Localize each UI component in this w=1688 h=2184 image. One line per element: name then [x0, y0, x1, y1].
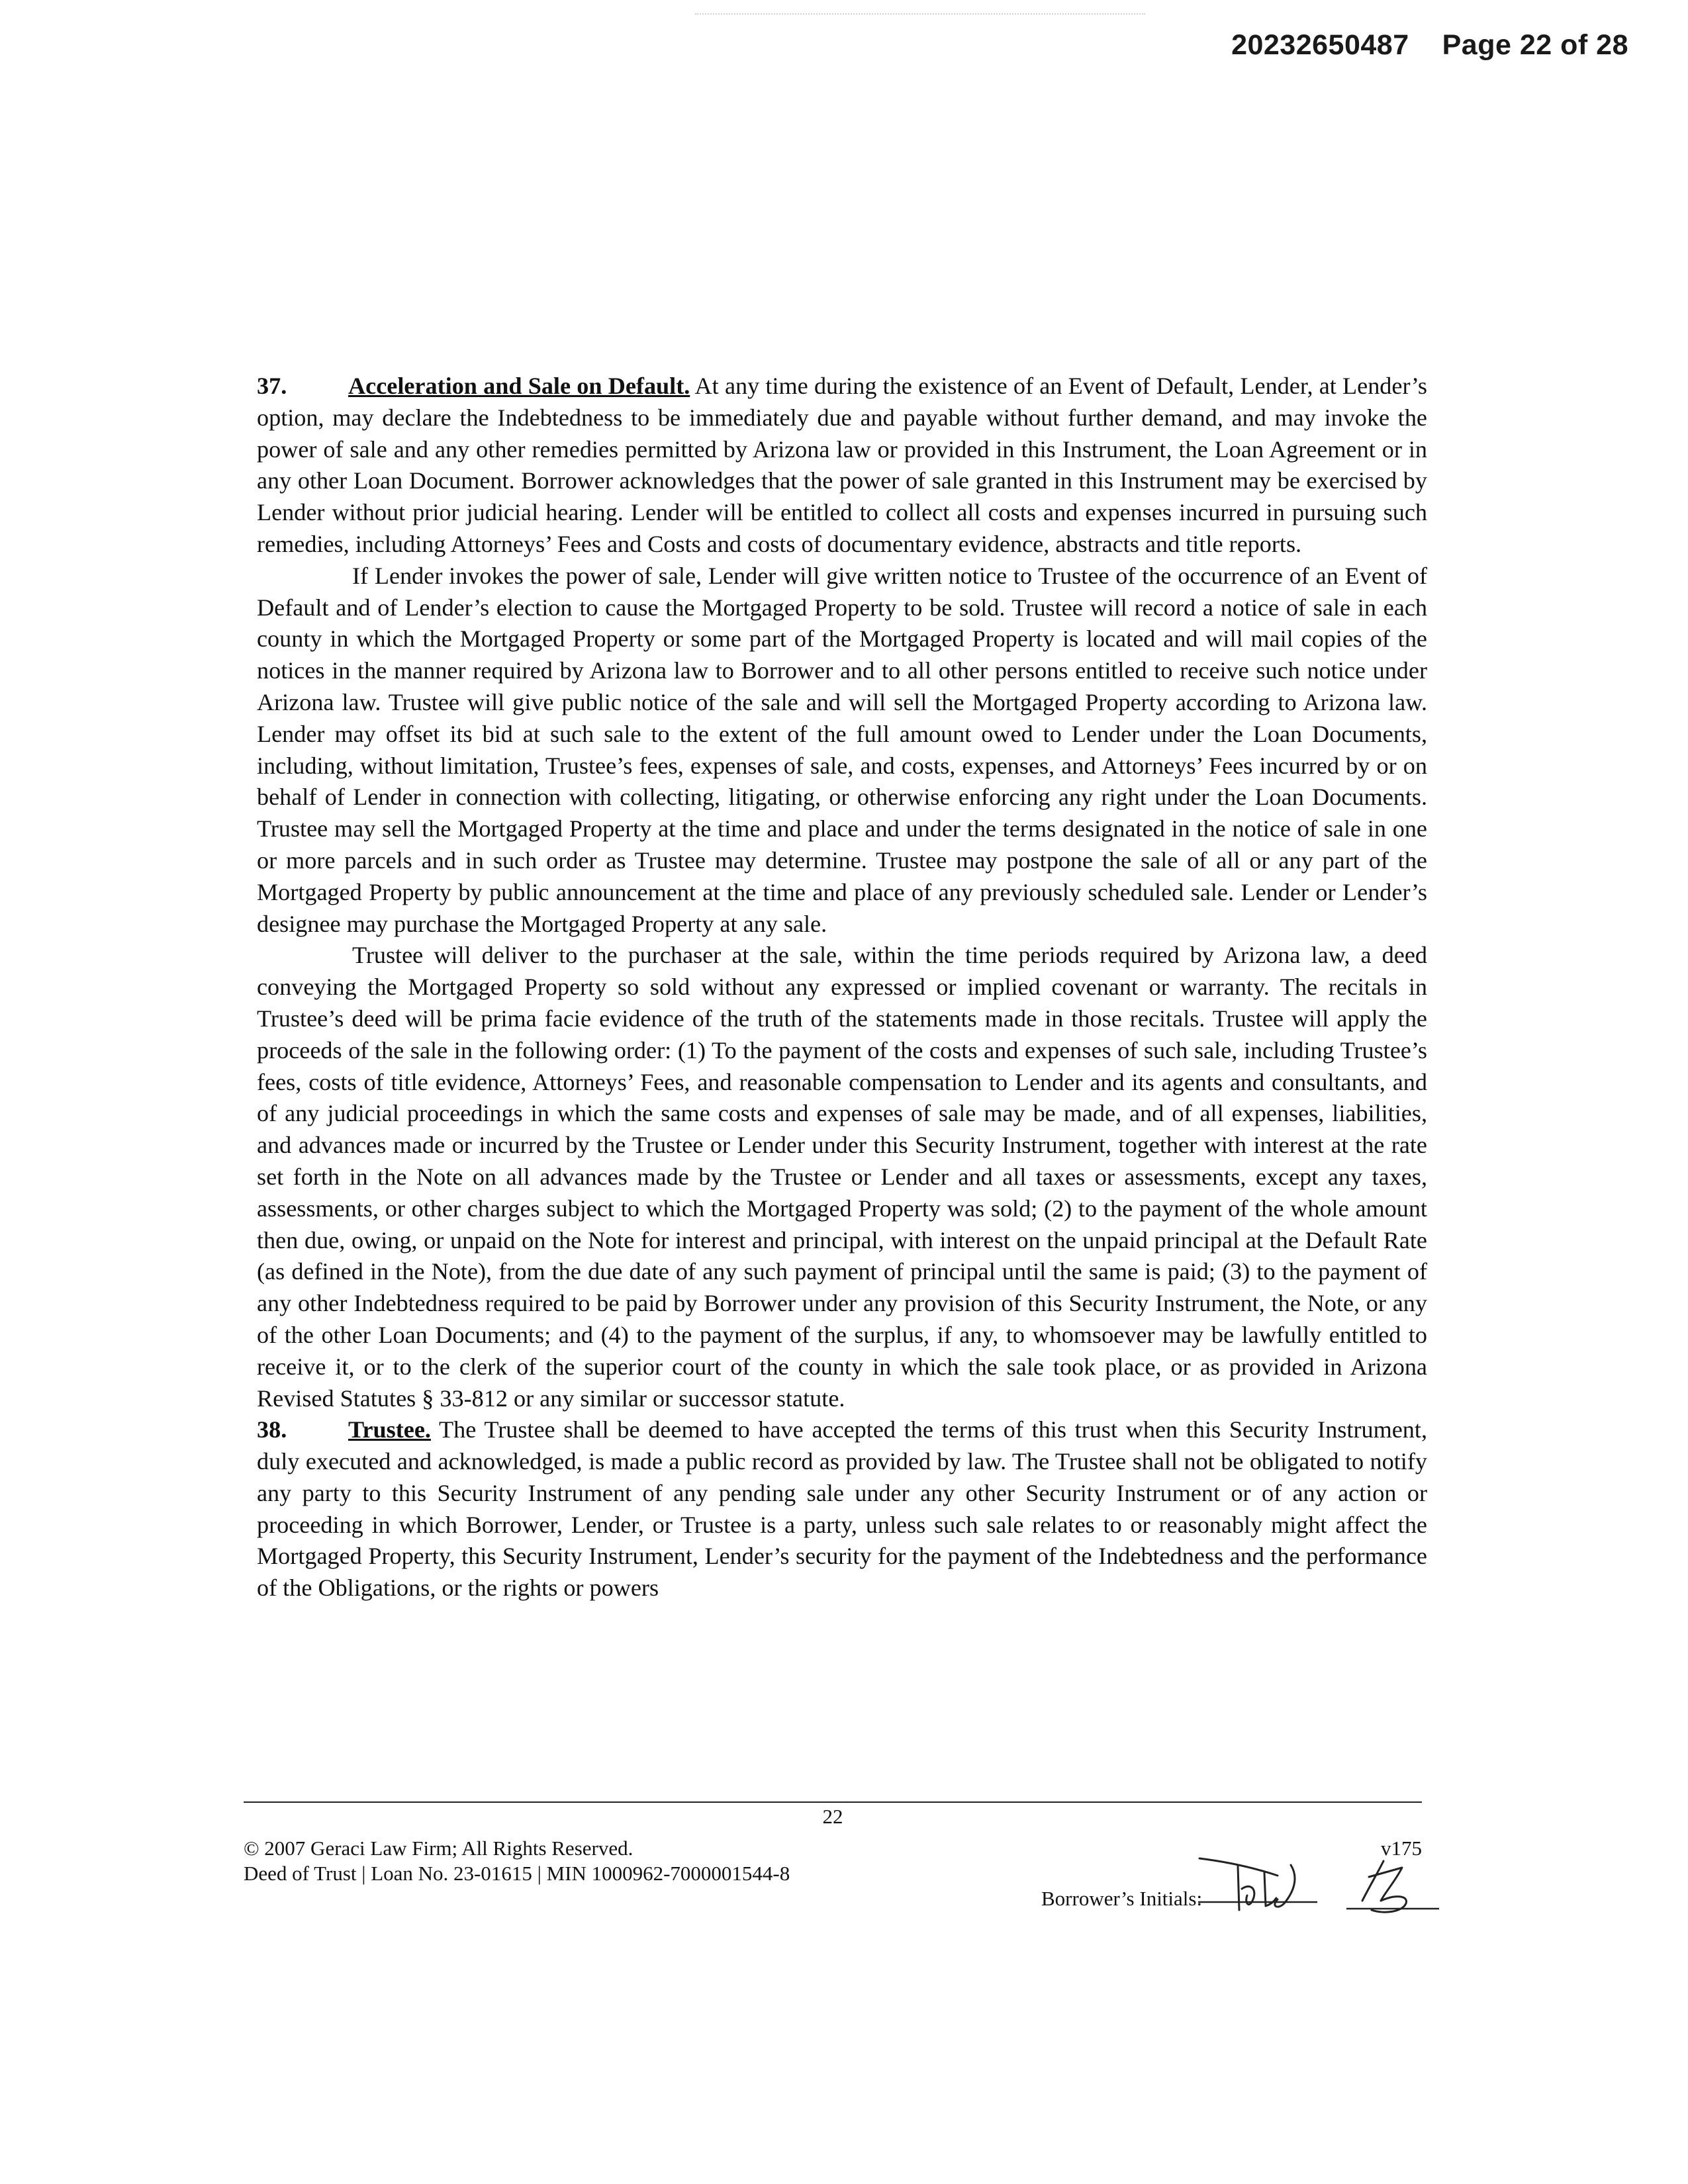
section-number: 37. — [257, 373, 287, 399]
recording-header — [1231, 29, 1628, 62]
paragraph-text: The Trustee shall be deemed to have accepted the terms of this trust when this Security Instrument, duly executed and acknowledged, is made a public record as provided by law. The Trustee shall not be obligated to notify any party to this Security Instrument of any pending sale under any other Security Instrument or of any action or proceeding in which Borrower, Lender, or Trustee is a party, unless such sale relates to or reasonably might affect the Mortgaged Property, this Security Instrument, Lender’s security for the payment of the Indebtedness and the performance of the Obligations, or the rights or powers — [257, 1416, 1427, 1602]
scan-artifact — [695, 13, 1145, 20]
section-37-paragraph-3: Trustee will deliver to the purchaser at the sale, within the time periods required by Arizona law, a deed conveying the Mortgaged Property so sold without any expressed or implied covenant or warranty. The recitals in Trustee’s deed will be prima facie evidence of the truth of the statements made in those recitals. Trustee will apply the proceeds of the sale in the following order: (1) To the payment of the costs and expenses of such sale, including Trustee’s fees, costs of title evidence, Attorneys’ Fees, and reasonable compensation to Lender and its agents and consultants, and of any judicial proceedings in which the same costs and expenses of sale may be made, and of all expenses, liabilities, and advances made or incurred by the Trustee or Lender under this Security Instrument, together with interest at the rate set forth in the Note on all advances made by the Trustee or Lender and all taxes or assessments, except any taxes, assessments, or other charges subject to which the Mortgaged Property was sold; (2) to the payment of the whole amount then due, owing, or unpaid on the Note for interest and principal, with interest on the unpaid principal at the Default Rate (as defined in the Note), from the due date of any such payment of principal until the same is paid; (3) to the payment of any other Indebtedness required to be paid by Borrower under any provision of this Security Instrument, the Note, or any of the other Loan Documents; and (4) to the payment of the surplus, if any, to whomsoever may be lawfully entitled to receive it, or to the clerk of the superior court of the county in which the sale took place, or as provided in Arizona Revised Statutes § 33-812 or any similar or successor statute. — [257, 942, 1427, 1412]
initials-label: Borrower’s Initials: — [1041, 1887, 1203, 1910]
section-37-paragraph-2: If Lender invokes the power of sale, Lender will give written notice to Trustee of the occurrence of an Event of Default and of Lender’s election to cause the Mortgaged Property to be sold. Trustee will record a notice of sale in each county in which the Mortgaged Property or some part of the Mortgaged Property is located and will mail copies of the notices in the manner required by Arizona law to Borrower and to all other persons entitled to receive such notice under Arizona law. Trustee will give public notice of the sale and will sell the Mortgaged Property according to Arizona law. Lender may offset its bid at such sale to the extent of the full amount owed to Lender under the Loan Documents, including, without limitation, Trustee’s fees, expenses of sale, and costs, expenses, and Attorneys’ Fees incurred by or on behalf of Lender in connection with collecting, litigating, or otherwise enforcing any right under the Loan Documents. Trustee may sell the Mortgaged Property at the time and place and under the terms designated in the notice of sale in one or more parcels and in such order as Trustee may determine. Trustee may postpone the sale of all or any part of the Mortgaged Property by public announcement at the time and place of any previously scheduled sale. Lender or Lender’s designee may purchase the Mortgaged Property at any sale. — [257, 562, 1427, 937]
paragraph-text: At any time during the existence of an Event of Default, Lender, at Lender’s option, may declare the Indebtedness to be immediately due and payable without further demand, and may invoke the power of sale and any other remedies permitted by Arizona law or provided in this Instrument, the Loan Agreement or in any other Loan Document. Borrower acknowledges that the power of sale granted in this Instrument may be exercised by Lender without prior judicial hearing. Lender will be entitled to collect all costs and expenses incurred in pursuing such remedies, including Attorneys’ Fees and Costs and costs of documentary evidence, abstracts and title reports. — [257, 373, 1427, 557]
version-label: v175 — [1381, 1837, 1422, 1860]
section-title: Trustee. — [348, 1416, 431, 1443]
borrower-initials-signature-1 — [1192, 1849, 1324, 1922]
page-indicator: Page 22 of 28 — [1442, 29, 1628, 61]
document-body — [257, 371, 1427, 1604]
copyright-notice: © 2007 Geraci Law Firm; All Rights Reserved. — [244, 1837, 633, 1860]
recording-number: 20232650487 — [1231, 29, 1409, 61]
section-37-paragraph-1 — [257, 371, 1427, 561]
section-number: 38. — [257, 1416, 287, 1443]
section-title: Acceleration and Sale on Default. — [348, 373, 690, 399]
borrower-initials-signature-2 — [1342, 1854, 1442, 1927]
section-38-paragraph-1 — [257, 1414, 1427, 1604]
page-number: 22 — [822, 1805, 843, 1828]
document-identifier: Deed of Trust | Loan No. 23-01615 | MIN 1000962-7000001544-8 — [244, 1862, 790, 1885]
page-footer — [244, 1801, 1422, 1940]
